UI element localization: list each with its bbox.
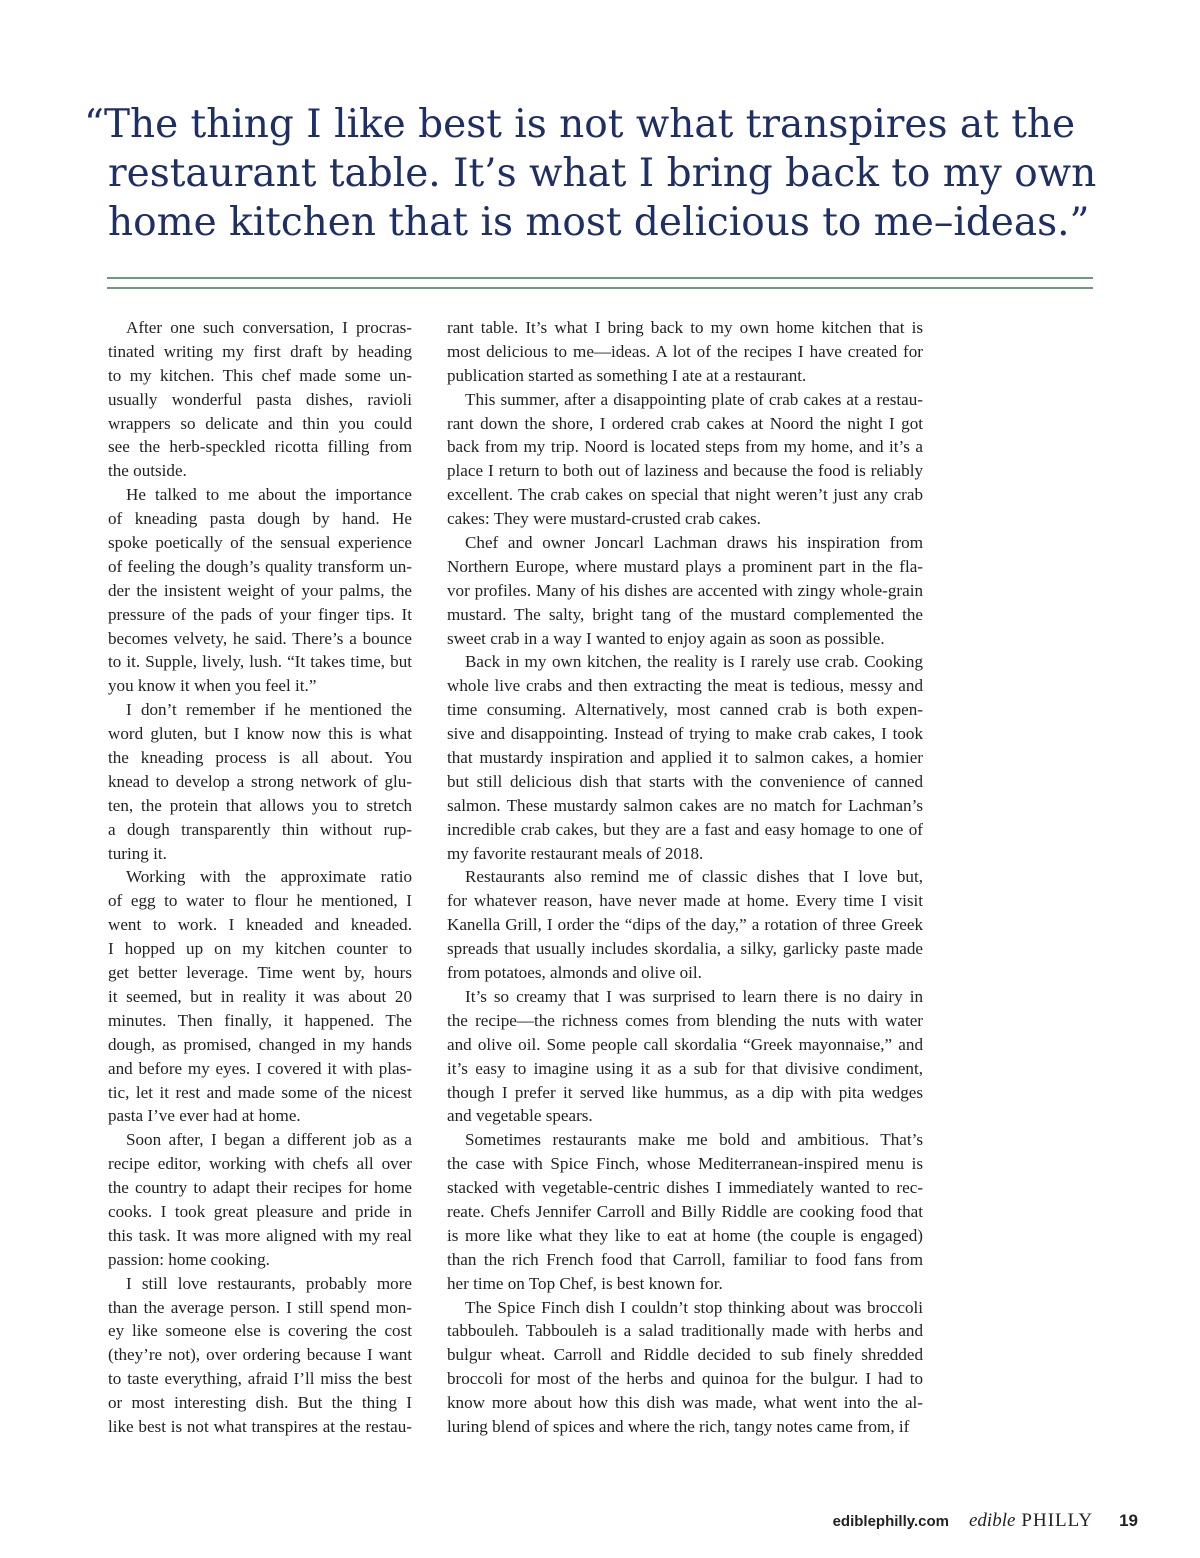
- text-line: tinated writing my first draft by heading: [108, 341, 412, 361]
- text-line: back from my trip. Noord is located steps from my home, and it’s a: [447, 437, 923, 457]
- text-line: time consuming. Alternatively, most canned crab is both expen-: [447, 700, 923, 720]
- text-line: rant down the shore, I ordered crab cakes at Noord the night I got: [447, 413, 923, 433]
- text-line: to taste everything, afraid I’ll miss the best: [108, 1369, 412, 1389]
- paragraph: [447, 1296, 923, 1439]
- paragraph: [447, 531, 923, 650]
- text-line: broccoli for most of the herbs and quinoa for the bulgur. I had to: [447, 1369, 923, 1389]
- paragraph: [108, 316, 412, 483]
- text-line: or most interesting dish. But the thing I: [108, 1393, 412, 1413]
- text-line: that mustardy inspiration and applied it to salmon cakes, a homier: [447, 748, 923, 768]
- text-line: publication started as something I ate at a restaurant.: [447, 365, 807, 385]
- text-line: get better leverage. Time went by, hours: [108, 963, 412, 983]
- text-line: pasta I’ve ever had at home.: [108, 1106, 301, 1126]
- right-column: [447, 316, 923, 1439]
- text-line: than the rich French food that Carroll, familiar to food fans from: [447, 1249, 923, 1269]
- divider-rule-bottom: [107, 287, 1093, 289]
- text-line: bulgur wheat. Carroll and Riddle decided to sub finely shredded: [447, 1345, 923, 1365]
- text-line: whole live crabs and then extracting the meat is tedious, messy and: [447, 676, 923, 696]
- text-line: I don’t remember if he mentioned the: [126, 700, 412, 720]
- paragraph: [108, 698, 412, 865]
- text-line: the outside.: [108, 461, 187, 481]
- text-line: I hopped up on my kitchen counter to: [108, 939, 412, 959]
- text-line: of egg to water to flour he mentioned, I: [108, 891, 412, 911]
- text-line: mustard. The salty, bright tang of the mustard complemented the: [447, 604, 923, 624]
- text-line: pressure of the pads of your finger tips. It: [108, 604, 412, 624]
- text-line: incredible crab cakes, but they are a fast and easy homage to one of: [447, 819, 923, 839]
- text-line: and vegetable spears.: [447, 1106, 593, 1126]
- paragraph: [447, 388, 923, 531]
- text-line: word gluten, but I know now this is what: [108, 724, 412, 744]
- text-line: der the insistent weight of your palms, the: [108, 580, 412, 600]
- text-line: most delicious to me—ideas. A lot of the recipes I have created for: [447, 341, 923, 361]
- paragraph: [108, 865, 412, 1128]
- paragraph: [447, 985, 923, 1128]
- text-line: luring blend of spices and where the rich, tangy notes came from, if: [447, 1416, 910, 1436]
- text-line: from potatoes, almonds and olive oil.: [447, 963, 702, 983]
- text-line: wrappers so delicate and thin you could: [108, 413, 412, 433]
- text-line: Sometimes restaurants make me bold and ambitious. That’s: [465, 1130, 923, 1150]
- text-line: becomes velvety, he said. There’s a bounce: [108, 628, 412, 648]
- text-line: The Spice Finch dish I couldn’t stop thinking about was broccoli: [465, 1297, 923, 1317]
- text-line: stacked with vegetable-centric dishes I immediately wanted to rec-: [447, 1178, 923, 1198]
- text-line: my favorite restaurant meals of 2018.: [447, 843, 704, 863]
- text-line: Soon after, I began a different job as a: [126, 1130, 412, 1150]
- text-line: place I return to both out of laziness and because the food is reliably: [447, 461, 923, 481]
- text-line: is more like what they like to eat at home (the couple is engaged): [447, 1225, 923, 1245]
- text-line: ey like someone else is covering the cost: [108, 1321, 412, 1341]
- text-line: minutes. Then finally, it happened. The: [108, 1010, 412, 1030]
- text-line: and before my eyes. I covered it with plas-: [108, 1058, 412, 1078]
- text-line: it seemed, but in reality it was about 20: [108, 986, 412, 1006]
- text-line: you know it when you feel it.”: [108, 676, 317, 696]
- text-line: of kneading pasta dough by hand. He: [108, 509, 412, 529]
- text-line: though I prefer it served like hummus, as a dip with pita wedges: [447, 1082, 923, 1102]
- text-line: it’s easy to imagine using it as a sub for that divisive condiment,: [447, 1058, 923, 1078]
- text-line: dough, as promised, changed in my hands: [108, 1034, 412, 1054]
- text-line: salmon. These mustardy salmon cakes are no match for Lachman’s: [447, 795, 923, 815]
- paragraph: [108, 1272, 412, 1439]
- text-line: knead to develop a strong network of glu-: [108, 771, 412, 791]
- pull-quote-line: home kitchen that is most delicious to me–ideas.”: [108, 200, 1090, 245]
- text-line: of feeling the dough’s quality transform un-: [108, 556, 412, 576]
- text-line: the case with Spice Finch, whose Mediterranean-inspired menu is: [447, 1154, 923, 1174]
- text-line: for whatever reason, have never made at home. Every time I visit: [447, 891, 923, 911]
- text-line: Back in my own kitchen, the reality is I rarely use crab. Cooking: [465, 652, 923, 672]
- text-line: her time on Top Chef, is best known for.: [447, 1273, 723, 1293]
- text-line: Working with the approximate ratio: [126, 867, 412, 887]
- text-line: the country to adapt their recipes for home: [108, 1178, 412, 1198]
- text-line: I still love restaurants, probably more: [126, 1273, 412, 1293]
- text-line: He talked to me about the importance: [126, 485, 412, 505]
- text-line: than the average person. I still spend mon-: [108, 1297, 412, 1317]
- pull-quote-line: restaurant table. It’s what I bring back to my own: [108, 151, 1097, 196]
- text-line: cooks. I took great pleasure and pride in: [108, 1201, 412, 1221]
- text-line: recipe editor, working with chefs all over: [108, 1154, 412, 1174]
- text-line: Restaurants also remind me of classic dishes that I love but,: [465, 867, 923, 887]
- left-column: [108, 316, 412, 1439]
- paragraph: [108, 483, 412, 698]
- text-line: the kneading process is all about. You: [108, 748, 412, 768]
- text-line: to it. Supple, lively, lush. “It takes time, but: [108, 652, 412, 672]
- text-line: the recipe—the richness comes from blending the nuts with water: [447, 1010, 923, 1030]
- text-line: Chef and owner Joncarl Lachman draws his inspiration from: [465, 533, 923, 553]
- text-line: but still delicious dish that starts with the convenience of canned: [447, 771, 923, 791]
- text-line: see the herb-speckled ricotta filling from: [108, 437, 412, 457]
- text-line: ten, the protein that allows you to stretch: [108, 795, 412, 815]
- text-line: (they’re not), over ordering because I want: [108, 1345, 412, 1365]
- paragraph: [447, 865, 923, 984]
- text-line: passion: home cooking.: [108, 1249, 270, 1269]
- brand-edible: edible: [968, 1510, 1016, 1531]
- text-line: It’s so creamy that I was surprised to learn there is no dairy in: [465, 986, 923, 1006]
- paragraph: [447, 316, 923, 388]
- text-line: sive and disappointing. Instead of trying to make crab cakes, I took: [447, 724, 923, 744]
- text-line: spoke poetically of the sensual experience: [108, 533, 412, 553]
- text-line: went to work. I kneaded and kneaded.: [108, 915, 412, 935]
- pull-quote: [84, 100, 1124, 247]
- text-line: spreads that usually includes skordalia, a silky, garlicky paste made: [447, 939, 923, 959]
- text-line: and olive oil. Some people call skordalia “Greek mayonnaise,” and: [447, 1034, 923, 1054]
- text-line: sweet crab in a way I wanted to enjoy again as soon as possible.: [447, 628, 885, 648]
- text-line: Northern Europe, where mustard plays a prominent part in the fla-: [447, 556, 923, 576]
- text-line: tic, let it rest and made some of the nicest: [108, 1082, 412, 1102]
- pull-quote-line: “The thing I like best is not what transpires at the: [84, 102, 1076, 147]
- paragraph: [447, 650, 923, 865]
- page-number: 19: [1119, 1511, 1138, 1530]
- text-line: a dough transparently thin without rup-: [108, 819, 412, 839]
- paragraph: [447, 1128, 923, 1295]
- text-line: This summer, after a disappointing plate of crab cakes at a restau-: [465, 389, 923, 409]
- text-line: reate. Chefs Jennifer Carroll and Billy Riddle are cooking food that: [447, 1201, 923, 1221]
- text-line: Kanella Grill, I order the “dips of the day,” a rotation of three Greek: [447, 915, 923, 935]
- text-line: cakes: They were mustard-crusted crab cakes.: [447, 509, 761, 529]
- text-line: to my kitchen. This chef made some un-: [108, 365, 412, 385]
- website-url[interactable]: ediblephilly.com: [832, 1512, 949, 1530]
- text-line: excellent. The crab cakes on special that night weren’t just any crab: [447, 485, 923, 505]
- text-line: vor profiles. Many of his dishes are accented with zingy whole-grain: [447, 580, 923, 600]
- text-line: tabbouleh. Tabbouleh is a salad traditionally made with herbs and: [447, 1321, 923, 1341]
- text-line: know more about how this dish was made, what went into the al-: [447, 1393, 923, 1413]
- paragraph: [108, 1128, 412, 1271]
- text-line: After one such conversation, I procras-: [126, 318, 412, 337]
- text-line: like best is not what transpires at the restau-: [108, 1416, 412, 1436]
- page-footer: [833, 1503, 1138, 1539]
- text-line: rant table. It’s what I bring back to my own home kitchen that is: [447, 318, 923, 337]
- text-line: this task. It was more aligned with my real: [108, 1225, 412, 1245]
- divider-rule-top: [107, 277, 1093, 279]
- brand-philly: PHILLY: [1021, 1510, 1094, 1531]
- text-line: turing it.: [108, 843, 167, 863]
- text-line: usually wonderful pasta dishes, ravioli: [108, 389, 412, 409]
